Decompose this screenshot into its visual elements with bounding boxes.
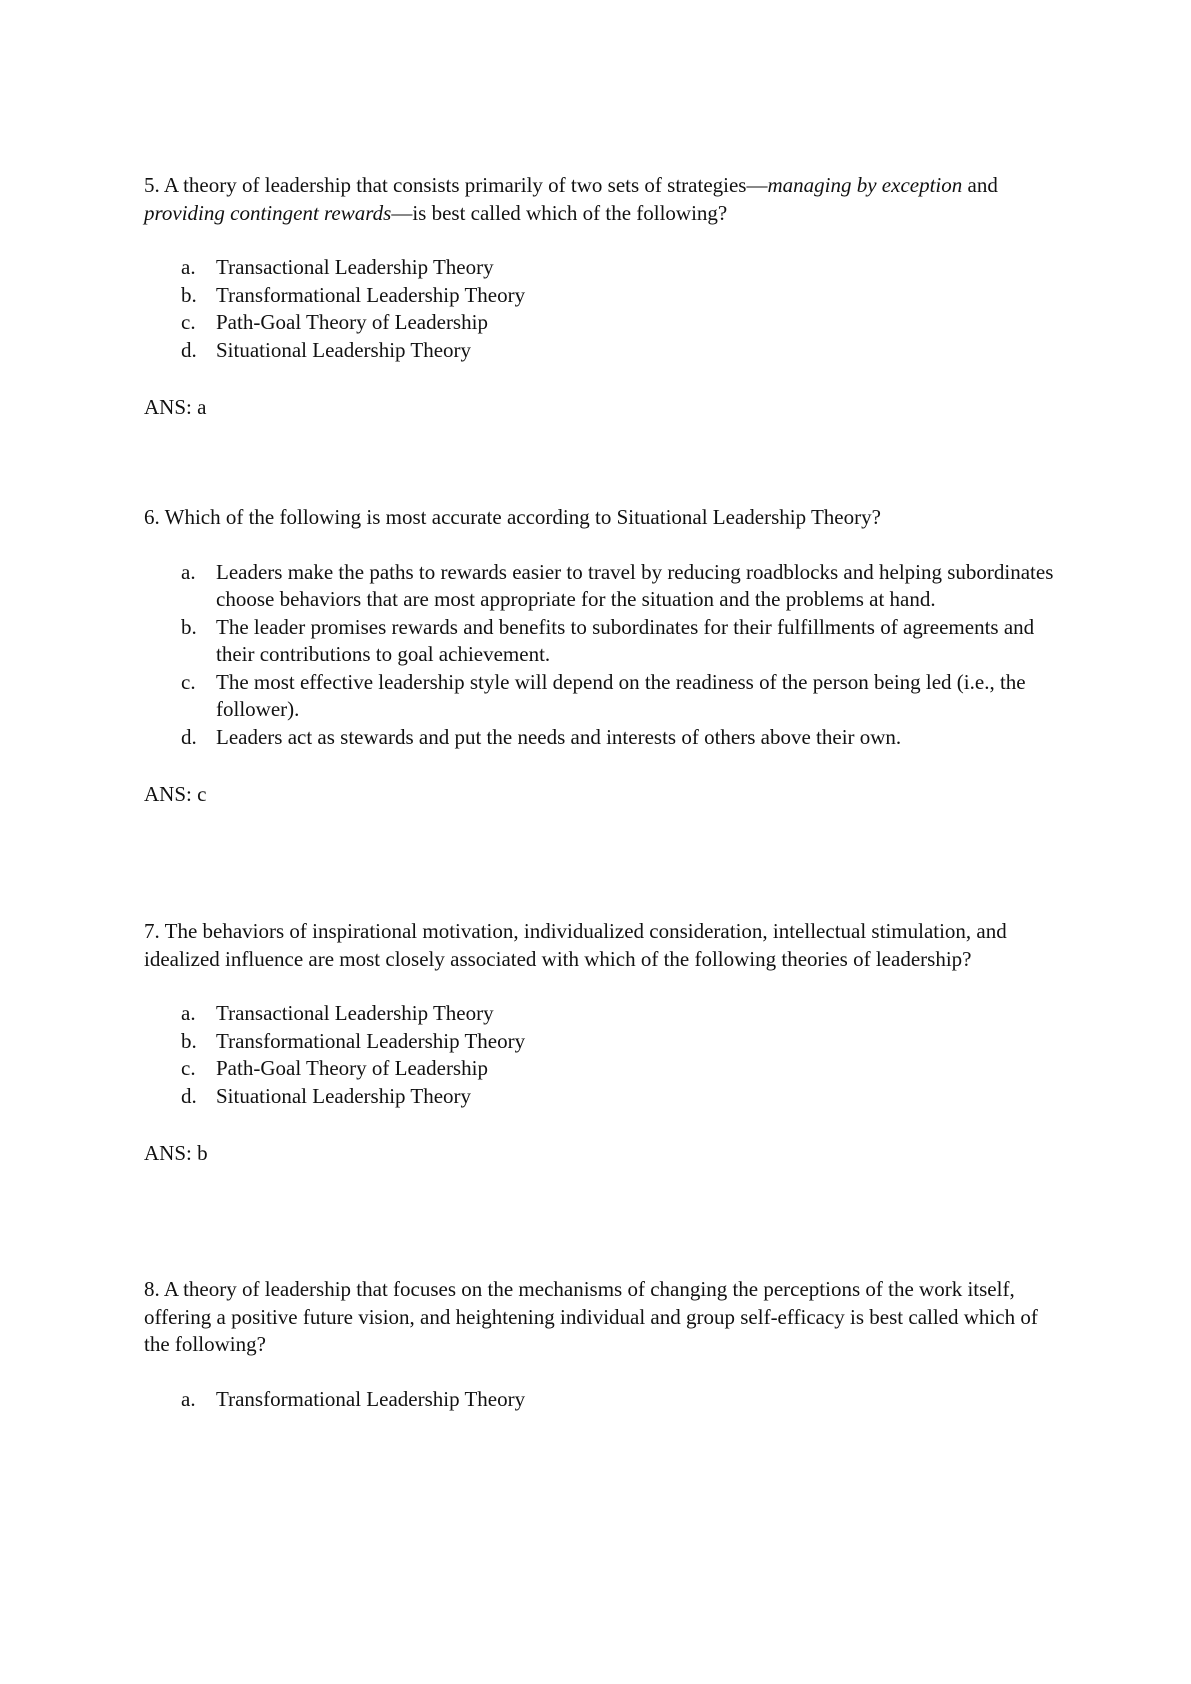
question-number: 8. [144, 1277, 160, 1301]
option-list [144, 1386, 1064, 1414]
stem-text: —is best called which of the following? [391, 200, 728, 225]
option-text: Leaders make the paths to rewards easier to travel by reducing roadblocks and helping subordinates choose behaviors that are most appropriate for the situation and the problems at hand. [216, 559, 1054, 611]
question-stem [144, 172, 1064, 227]
stem-emphasis: managing by exception [767, 173, 963, 197]
question-number: 7. [144, 919, 160, 943]
stem-emphasis: providing contingent rewards [144, 200, 392, 225]
option-b [144, 282, 1064, 310]
stem-text: The behaviors of inspirational motivation, individualized consideration, intellectual stimulation, and idealized influence are most closely associated with which of the following theories of leadership? [144, 919, 1007, 971]
answer-key: ANS: c [144, 782, 207, 806]
option-letter: b. [181, 282, 197, 307]
question-8 [144, 1276, 1064, 1413]
option-letter: a. [181, 1386, 196, 1411]
option-text: Situational Leadership Theory [216, 1083, 472, 1108]
option-letter: d. [181, 1083, 197, 1108]
option-list [144, 254, 1064, 364]
stem-text: A theory of leadership that consists primarily of two sets of strategies— [163, 173, 768, 197]
option-text: Transformational Leadership Theory [216, 282, 526, 307]
question-6 [144, 504, 1064, 809]
option-b [144, 614, 1064, 669]
option-letter: c. [181, 310, 196, 334]
option-letter: a. [181, 255, 196, 279]
question-5 [144, 172, 1064, 422]
option-d [144, 1083, 1064, 1111]
option-a [144, 254, 1064, 282]
option-a [144, 1000, 1064, 1028]
question-stem [144, 504, 1064, 532]
option-text: Transactional Leadership Theory [216, 255, 494, 279]
stem-text: and [962, 173, 998, 197]
option-text: Transactional Leadership Theory [216, 1001, 494, 1025]
stem-text: Which of the following is most accurate according to Situational Leadership Theory? [164, 505, 881, 529]
option-text: Path-Goal Theory of Leadership [216, 1056, 488, 1080]
option-letter: d. [181, 724, 197, 749]
option-letter: c. [181, 1056, 196, 1080]
option-text: Transformational Leadership Theory [216, 1028, 526, 1053]
question-number: 5. [144, 173, 160, 197]
option-letter: a. [181, 1001, 196, 1025]
option-c [144, 309, 1064, 337]
option-a [144, 559, 1064, 614]
option-letter: b. [181, 614, 197, 639]
option-d [144, 337, 1064, 365]
option-letter: c. [181, 669, 196, 694]
option-letter: b. [181, 1028, 197, 1053]
option-text: Path-Goal Theory of Leadership [216, 310, 488, 334]
option-c [144, 669, 1064, 724]
option-c [144, 1055, 1064, 1083]
option-text: The leader promises rewards and benefits to subordinates for their fulfillments of agreements and their contributions to goal achievement. [216, 614, 1035, 666]
option-letter: d. [181, 337, 197, 362]
option-text: Leaders act as stewards and put the needs and interests of others above their own. [216, 724, 902, 749]
option-d [144, 724, 1064, 752]
question-stem [144, 1276, 1064, 1359]
answer-key: ANS: b [144, 1141, 208, 1165]
question-number: 6. [144, 505, 160, 529]
option-list [144, 1000, 1064, 1110]
option-text: Transformational Leadership Theory [216, 1386, 526, 1411]
option-b [144, 1028, 1064, 1056]
question-7 [144, 918, 1064, 1168]
stem-text: A theory of leadership that focuses on the mechanisms of changing the perceptions of the work itself, offering a positive future vision, and heightening individual and group self-efficacy is best called which of the following? [144, 1277, 1038, 1356]
option-list [144, 559, 1064, 752]
question-stem [144, 918, 1064, 973]
option-letter: a. [181, 559, 196, 584]
answer-key: ANS: a [144, 395, 207, 419]
option-text: The most effective leadership style will depend on the readiness of the person being led (i.e., the follower). [216, 669, 1026, 721]
option-text: Situational Leadership Theory [216, 337, 472, 362]
option-a [144, 1386, 1064, 1414]
